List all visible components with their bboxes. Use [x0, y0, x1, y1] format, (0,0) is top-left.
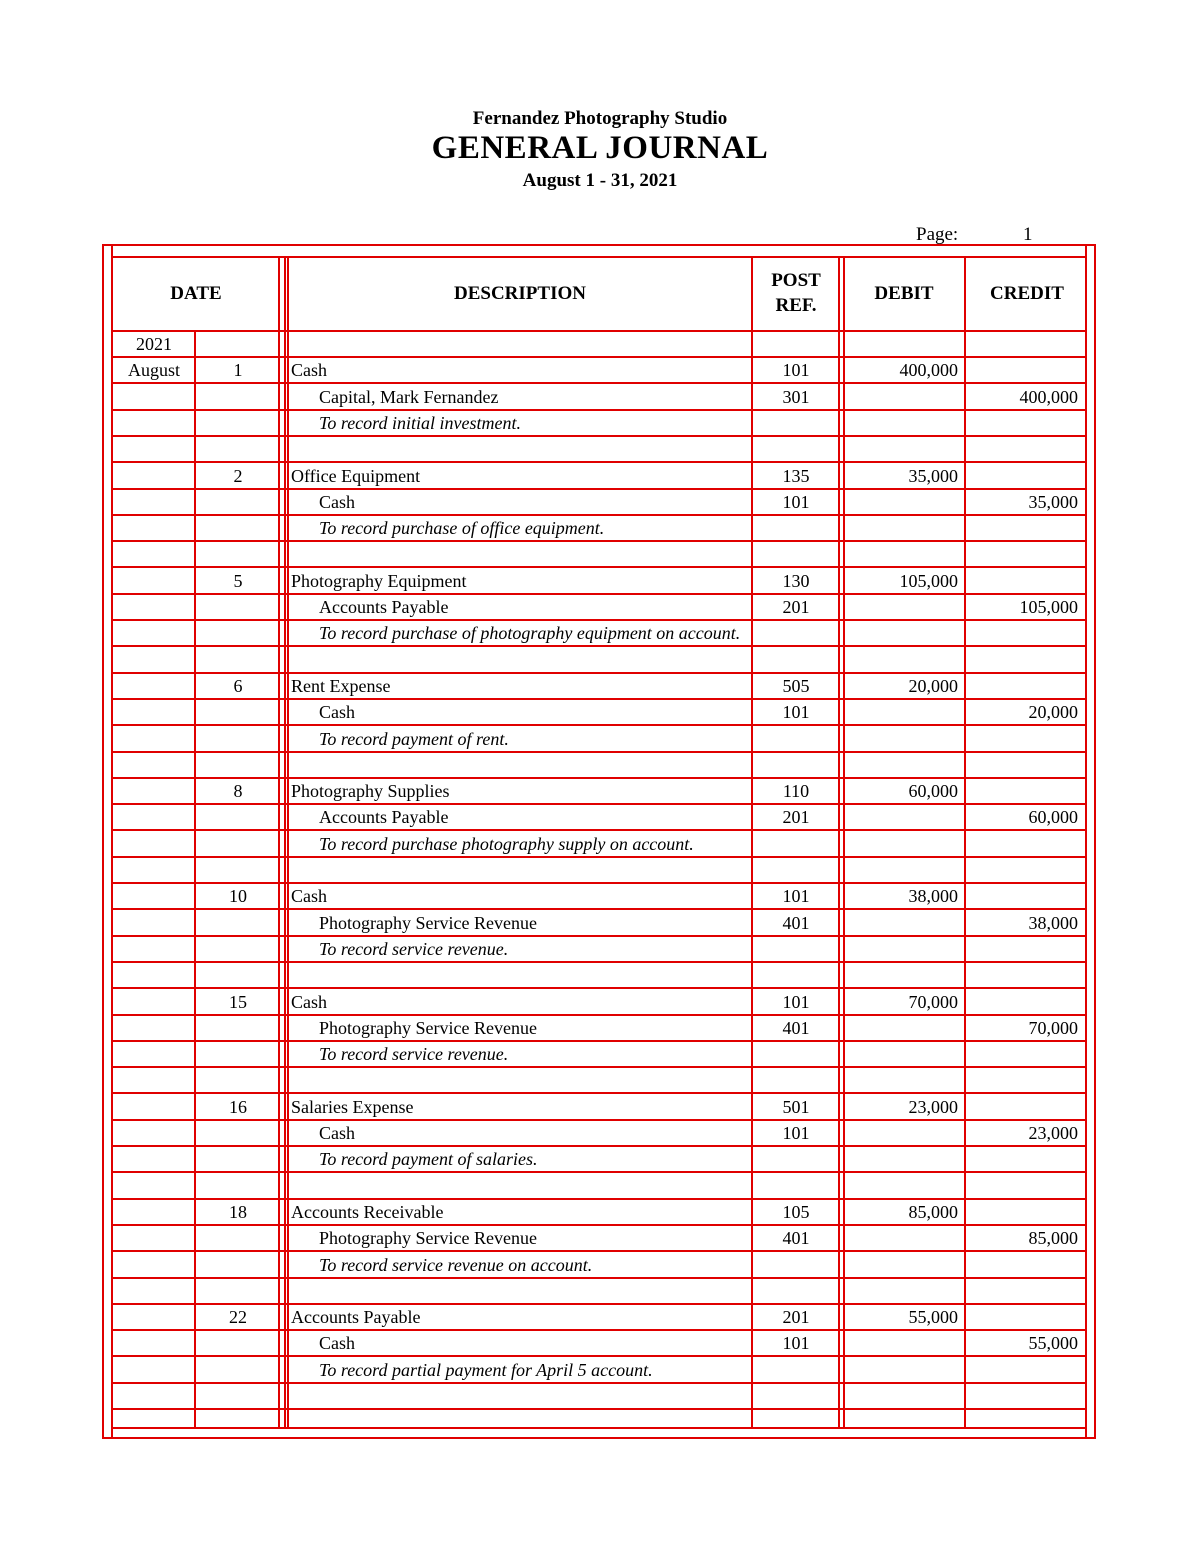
debit-post-ref: 130: [782, 571, 810, 591]
row-rule: [111, 1427, 1087, 1429]
credit-account: Accounts Payable: [319, 807, 449, 827]
entry-day: 15: [229, 992, 247, 1012]
credit-amount: 20,000: [1028, 702, 1078, 722]
debit-account: Accounts Receivable: [291, 1202, 444, 1222]
column-rule: [111, 244, 113, 1439]
row-rule: [111, 409, 1087, 411]
page-label: Page:: [916, 224, 959, 245]
header-post-ref: POST REF.: [771, 270, 821, 316]
credit-amount: 105,000: [1019, 597, 1078, 617]
debit-post-ref: 135: [782, 466, 810, 486]
column-rule: [1085, 244, 1087, 1439]
row-rule: [111, 330, 1087, 332]
page-title: GENERAL JOURNAL: [431, 130, 769, 166]
credit-amount: 23,000: [1028, 1123, 1078, 1143]
debit-amount: 35,000: [908, 466, 958, 486]
credit-amount: 55,000: [1028, 1333, 1078, 1353]
debit-post-ref: 105: [782, 1202, 810, 1222]
credit-account: Cash: [319, 1123, 355, 1143]
column-rule: [194, 330, 196, 1427]
debit-post-ref: 101: [782, 886, 810, 906]
header-credit: CREDIT: [990, 282, 1064, 304]
header-debit: DEBIT: [874, 282, 934, 304]
credit-post-ref: 401: [782, 1018, 810, 1038]
row-rule: [111, 1145, 1087, 1147]
credit-account: Photography Service Revenue: [319, 1018, 537, 1038]
row-rule: [111, 1040, 1087, 1042]
debit-amount: 60,000: [908, 781, 958, 801]
credit-amount: 60,000: [1028, 807, 1078, 827]
debit-post-ref: 101: [782, 360, 810, 380]
credit-post-ref: 401: [782, 913, 810, 933]
debit-account: Photography Supplies: [291, 781, 450, 801]
debit-account: Accounts Payable: [291, 1307, 421, 1327]
debit-post-ref: 505: [782, 676, 810, 696]
entry-memo: To record payment of salaries.: [319, 1149, 538, 1169]
credit-account: Photography Service Revenue: [319, 913, 537, 933]
credit-account: Accounts Payable: [319, 597, 449, 617]
row-rule: [111, 1277, 1087, 1279]
entry-day: 1: [233, 360, 243, 380]
row-rule: [111, 961, 1087, 963]
entry-day: 6: [233, 676, 243, 696]
entry-day: 22: [229, 1307, 247, 1327]
entry-day: 8: [233, 781, 243, 801]
debit-account: Cash: [291, 886, 327, 906]
entry-day: 18: [229, 1202, 247, 1222]
entry-memo: To record purchase of photography equipment on account.: [319, 623, 741, 643]
credit-account: Photography Service Revenue: [319, 1228, 537, 1248]
entry-memo: To record purchase photography supply on account.: [319, 834, 694, 854]
debit-amount: 38,000: [908, 886, 958, 906]
entry-memo: To record service revenue.: [319, 939, 509, 959]
credit-post-ref: 101: [782, 1123, 810, 1143]
company-name: Fernandez Photography Studio: [472, 108, 728, 129]
row-rule: [111, 935, 1087, 937]
debit-post-ref: 201: [782, 1307, 810, 1327]
row-rule: [111, 1408, 1087, 1410]
debit-account: Salaries Expense: [291, 1097, 414, 1117]
credit-amount: 85,000: [1028, 1228, 1078, 1248]
debit-post-ref: 110: [782, 781, 810, 801]
debit-amount: 23,000: [908, 1097, 958, 1117]
header-date: DATE: [170, 282, 222, 304]
entry-memo: To record payment of rent.: [319, 729, 509, 749]
credit-post-ref: 201: [782, 807, 810, 827]
credit-account: Cash: [319, 702, 355, 722]
debit-account: Office Equipment: [291, 466, 421, 486]
entry-memo: To record service revenue on account.: [319, 1255, 593, 1275]
credit-account: Cash: [319, 492, 355, 512]
debit-post-ref: 501: [782, 1097, 810, 1117]
journal-month: August: [127, 360, 180, 380]
credit-amount: 400,000: [1019, 387, 1078, 407]
journal-year: 2021: [136, 334, 172, 354]
debit-account: Cash: [291, 360, 327, 380]
credit-post-ref: 101: [782, 702, 810, 722]
credit-amount: 35,000: [1028, 492, 1078, 512]
row-rule: [111, 1171, 1087, 1173]
credit-account: Cash: [319, 1333, 355, 1353]
credit-post-ref: 101: [782, 1333, 810, 1353]
debit-post-ref: 101: [782, 992, 810, 1012]
credit-amount: 38,000: [1028, 913, 1078, 933]
row-rule: [111, 724, 1087, 726]
entry-day: 16: [229, 1097, 247, 1117]
journal-period: August 1 - 31, 2021: [522, 170, 678, 191]
credit-post-ref: 301: [782, 387, 810, 407]
debit-amount: 105,000: [899, 571, 958, 591]
entry-memo: To record purchase of office equipment.: [319, 518, 605, 538]
credit-post-ref: 401: [782, 1228, 810, 1248]
debit-amount: 85,000: [908, 1202, 958, 1222]
entry-memo: To record service revenue.: [319, 1044, 509, 1064]
credit-amount: 70,000: [1028, 1018, 1078, 1038]
header-description: DESCRIPTION: [454, 282, 586, 304]
entry-day: 10: [229, 886, 247, 906]
row-rule: [111, 751, 1087, 753]
debit-amount: 20,000: [908, 676, 958, 696]
debit-account: Rent Expense: [291, 676, 391, 696]
entry-day: 5: [233, 571, 243, 591]
debit-amount: 55,000: [908, 1307, 958, 1327]
credit-post-ref: 201: [782, 597, 810, 617]
entry-memo: To record initial investment.: [319, 413, 521, 433]
row-rule: [111, 435, 1087, 437]
debit-amount: 70,000: [908, 992, 958, 1012]
credit-post-ref: 101: [782, 492, 810, 512]
credit-account: Capital, Mark Fernandez: [319, 387, 499, 407]
row-rule: [111, 1066, 1087, 1068]
debit-account: Photography Equipment: [291, 571, 467, 591]
entry-day: 2: [233, 466, 243, 486]
entry-memo: To record partial payment for April 5 account.: [319, 1360, 653, 1380]
debit-amount: 400,000: [899, 360, 958, 380]
debit-account: Cash: [291, 992, 327, 1012]
row-rule: [111, 1250, 1087, 1252]
page-number: 1: [1023, 224, 1033, 245]
